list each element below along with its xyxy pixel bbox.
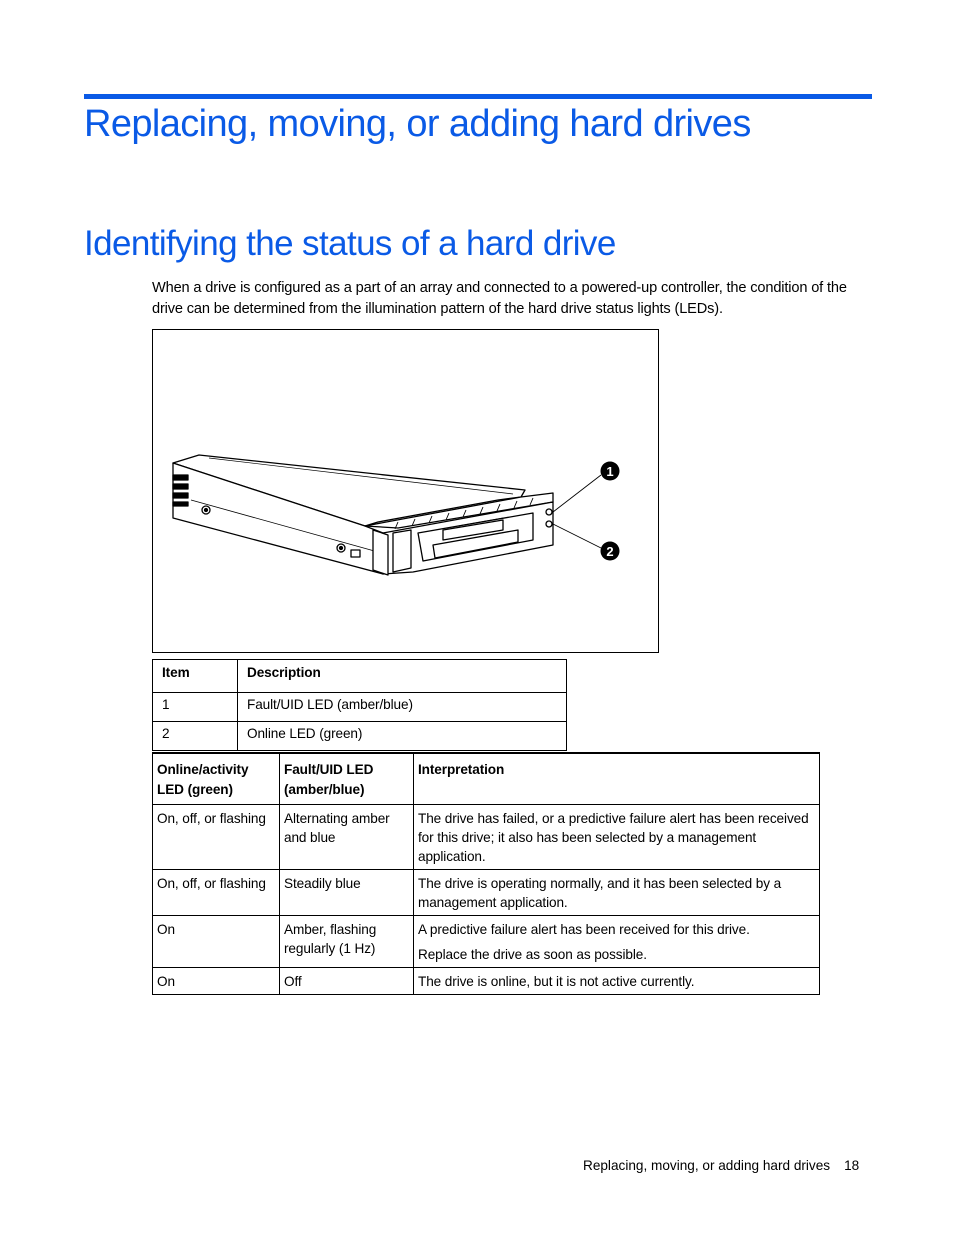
online-led-state: On, off, or flashing (153, 870, 280, 916)
interpretation-text: The drive is operating normally, and it has been selected by a management application. (418, 876, 782, 910)
intro-paragraph: When a drive is configured as a part of an array and connected to a powered-up controller, the condition of the drive can be determined from the illumination pattern of the hard drive status lights (LEDs). (152, 280, 847, 317)
online-led-state: On (153, 968, 280, 995)
interpretation-cell (414, 916, 820, 968)
footer-title: Replacing, moving, or adding hard drives (583, 1158, 831, 1173)
column-header-fault-led: Fault/UID LED (amber/blue) (280, 753, 414, 805)
page-number: 18 (844, 1158, 860, 1173)
fault-led-state: Amber, flashing regularly (1 Hz) (280, 916, 414, 968)
hard-drive-illustration (153, 330, 658, 652)
fault-led-state: Alternating amber and blue (280, 805, 414, 870)
table-row (153, 722, 567, 751)
table-row (153, 805, 820, 870)
interpretation-cell (414, 870, 820, 916)
page-footer (583, 1158, 859, 1173)
fault-led-state: Off (280, 968, 414, 995)
column-header-interpretation: Interpretation (414, 753, 820, 805)
interpretation-action: Replace the drive as soon as possible. (418, 947, 647, 962)
legend-item-description: Online LED (green) (238, 722, 567, 751)
interpretation-text: The drive is online, but it is not active currently. (418, 974, 695, 989)
online-led-state: On, off, or flashing (153, 805, 280, 870)
led-status-table (152, 752, 820, 995)
table-row (153, 870, 820, 916)
chapter-title: Replacing, moving, or adding hard drives (84, 103, 751, 145)
legend-item-description: Fault/UID LED (amber/blue) (238, 693, 567, 722)
chapter-rule (84, 94, 872, 99)
fault-led-state: Steadily blue (280, 870, 414, 916)
table-header-row (153, 753, 820, 805)
online-led-state: On (153, 916, 280, 968)
column-header-item: Item (153, 660, 238, 693)
hard-drive-figure (152, 329, 659, 653)
column-header-online-led: Online/activity LED (green) (153, 753, 280, 805)
interpretation-text: The drive has failed, or a predictive failure alert has been received for this drive; it also has been selected by a management application. (418, 811, 809, 864)
callout-1-label: 1 (606, 464, 614, 479)
interpretation-text: A predictive failure alert has been received for this drive. (418, 922, 750, 937)
callout-2-label: 2 (606, 544, 614, 559)
column-header-description: Description (238, 660, 567, 693)
legend-item-number: 1 (153, 693, 238, 722)
legend-table (152, 659, 567, 751)
interpretation-cell (414, 968, 820, 995)
legend-item-number: 2 (153, 722, 238, 751)
table-header-row (153, 660, 567, 693)
table-row (153, 968, 820, 995)
section-title: Identifying the status of a hard drive (84, 224, 616, 263)
table-row (153, 693, 567, 722)
interpretation-cell (414, 805, 820, 870)
table-row (153, 916, 820, 968)
